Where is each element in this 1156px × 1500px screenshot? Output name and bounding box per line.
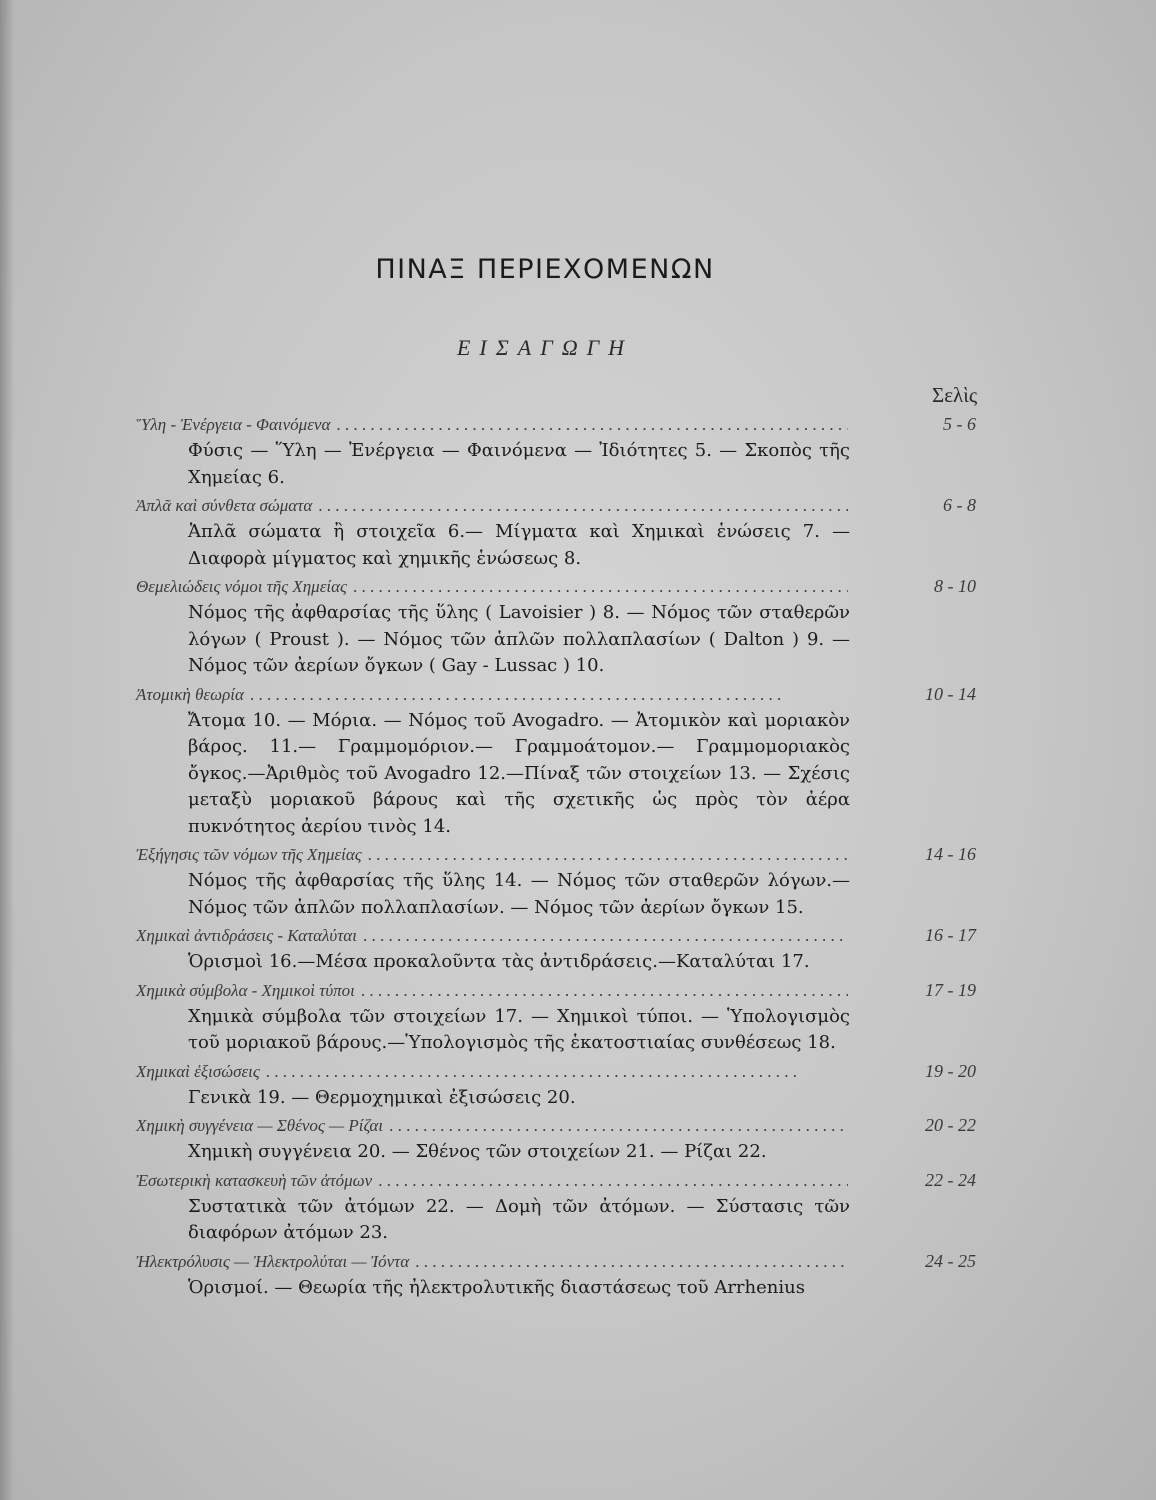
toc-entry-description: Χημικὴ συγγένεια 20. — Σθένος τῶν στοιχείων 21. — Ρίζαι 22.: [188, 1141, 767, 1162]
toc-entry-title: Ἀτομικὴ θεωρία: [136, 684, 244, 704]
dot-leader: [363, 922, 848, 950]
toc-entry: [136, 1057, 996, 1112]
toc-entry-pages: 24 - 25: [925, 1250, 976, 1271]
toc-entry-description: Ὁρισμοί. — Θεωρία τῆς ἠλεκτρολυτικῆς διαστάσεως τοῦ Arrhenius: [188, 1276, 805, 1298]
page-column-label: Σελὶς: [932, 383, 978, 407]
dot-leader: [318, 492, 848, 520]
toc-entry-pages: 19 - 20: [925, 1060, 976, 1081]
toc-entry-head: [136, 1057, 996, 1085]
toc-entry-title: Ἐξήγησις τῶν νόμων τῆς Χημείας: [136, 845, 362, 864]
toc-entry-description: Νόμος τῆς ἀφθαρσίας τῆς ὕλης ( Lavoisier ) 8. — Νόμος τῶν σταθερῶν λόγων ( Proust ). — Νόμος τῶν ἁπλῶν πολλαπλασίων ( Dalton ) 9. — Νόμος τῶν ἀερίων ὄγκων ( Gay - Lussac ) 10.: [188, 602, 850, 676]
toc-entry-title: Χημικαὶ ἐξισώσεις: [136, 1061, 260, 1081]
toc-entry-head: [136, 680, 996, 708]
page-edge-shadow: [0, 0, 14, 1500]
toc-entry-title: Ἐσωτερικὴ κατασκευὴ τῶν ἀτόμων: [136, 1170, 373, 1190]
toc-entry: [136, 921, 996, 976]
toc-entry-pages: 5 - 6: [943, 414, 976, 434]
dot-leader: [378, 1167, 848, 1195]
toc-entry-title: Χημικὰ σύμβολα - Χημικοὶ τύποι: [136, 980, 355, 1000]
toc-entry-pages: 8 - 10: [934, 576, 976, 596]
toc-entry-pages: 14 - 16: [925, 844, 976, 864]
dot-leader: [361, 977, 848, 1005]
page-title: ΠΙΝΑΞ ΠΕΡΙΕΧΟΜΕΝΩΝ: [375, 254, 715, 285]
toc-entry-pages: 6 - 8: [943, 495, 976, 515]
toc-entry-description: Νόμος τῆς ἀφθαρσίας τῆς ὕλης 14. — Νόμος τῶν σταθερῶν λόγων.— Νόμος τῶν ἁπλῶν πολλαπλασίων. — Νόμος τῶν ἀερίων ὄγκων 15.: [188, 870, 850, 918]
toc-entry-description: Ἁπλᾶ σώματα ἢ στοιχεῖα 6.— Μίγματα καὶ Χημικαὶ ἑνώσεις 7. — Διαφορὰ μίγματος καὶ χημικῆς ἑνώσεως 8.: [188, 521, 850, 569]
toc-entry: [136, 976, 996, 1057]
toc-entry-pages: 10 - 14: [925, 683, 976, 704]
toc-entry-title: Ὕλη - Ἐνέργεια - Φαινόμενα: [136, 415, 331, 434]
toc-entry-head: [136, 1247, 996, 1275]
toc-entry: [136, 572, 996, 680]
dot-leader: [266, 1058, 848, 1086]
toc-entry: [136, 1166, 996, 1247]
dot-leader: [250, 681, 848, 709]
toc-entry-title: Χημικαὶ ἀντιδράσεις - Καταλύται: [136, 926, 357, 945]
toc-entry-head: [136, 1166, 996, 1194]
toc-entry-description: Συστατικὰ τῶν ἀτόμων 22. — Δομὴ τῶν ἀτόμων. — Σύστασις τῶν διαφόρων ἀτόμων 23.: [188, 1195, 850, 1243]
toc-entry-description: Χημικὰ σύμβολα τῶν στοιχείων 17. — Χημικοὶ τύποι. — Ὑπολογισμὸς τοῦ μοριακοῦ βάρους.—Ὑπολογισμὸς τῆς ἑκατοστιαίας συνθέσεως 18.: [188, 1005, 850, 1053]
toc-entry-description: Ἄτομα 10. — Μόρια. — Νόμος τοῦ Avogadro. — Ἀτομικὸν καὶ μοριακὸν βάρος. 11.— Γραμμομόριον.— Γραμμοάτομον.— Γραμμομοριακὸς ὄγκος.—Ἀριθμὸς τοῦ Avogadro 12.—Πίναξ τῶν στοιχείων 13. — Σχέσις μεταξὺ μοριακοῦ βάρους καὶ τῆς σχετικῆς ὡς πρὸς τὸν ἀέρα πυκνότητος ἀερίου τινὸς 14.: [188, 709, 850, 837]
section-heading: ΕΙΣΑΓΩΓΗ: [456, 335, 634, 360]
toc-entry-head: [136, 840, 996, 868]
toc-entry: [136, 1111, 996, 1166]
toc-entry: [136, 840, 996, 921]
toc-entry-pages: 22 - 24: [925, 1169, 976, 1190]
toc-entry: [136, 491, 996, 572]
toc-entry: [136, 410, 996, 491]
toc-entry-pages: 20 - 22: [925, 1115, 976, 1135]
toc-entry-description: Φύσις — Ὕλη — Ἐνέργεια — Φαινόμενα — Ἰδιότητες 5. — Σκοπὸς τῆς Χημείας 6.: [188, 440, 850, 488]
toc-entry-title: Χημικὴ συγγένεια — Σθένος — Ρίζαι: [136, 1116, 384, 1135]
toc-entry-title: Ἠλεκτρόλυσις — Ἠλεκτρολύται — Ἰόντα: [136, 1251, 410, 1271]
toc-entry-description: Γενικὰ 19. — Θερμοχημικαὶ ἐξισώσεις 20.: [188, 1086, 576, 1108]
toc-entry-pages: 17 - 19: [925, 979, 976, 1000]
toc-entry-pages: 16 - 17: [925, 925, 976, 945]
toc-entry-head: [136, 921, 996, 949]
toc-entry-head: [136, 410, 996, 438]
toc-entry-head: [136, 491, 996, 519]
toc-entry-description: Ὁρισμοὶ 16.—Μέσα προκαλοῦντα τὰς ἀντιδράσεις.—Καταλύται 17.: [188, 951, 810, 972]
toc-entry-head: [136, 976, 996, 1004]
dot-leader: [389, 1112, 848, 1140]
dot-leader: [368, 841, 848, 869]
toc-entry-title: Ἁπλᾶ καὶ σύνθετα σώματα: [136, 496, 313, 515]
toc-entry-head: [136, 1111, 996, 1139]
toc-entry-head: [136, 572, 996, 600]
dot-leader: [353, 573, 848, 601]
table-of-contents: [136, 410, 996, 1301]
toc-entry-title: Θεμελιώδεις νόμοι τῆς Χημείας: [136, 577, 347, 596]
dot-leader: [336, 411, 848, 439]
toc-entry: [136, 680, 996, 841]
toc-entry: [136, 1247, 996, 1302]
dot-leader: [415, 1248, 848, 1276]
